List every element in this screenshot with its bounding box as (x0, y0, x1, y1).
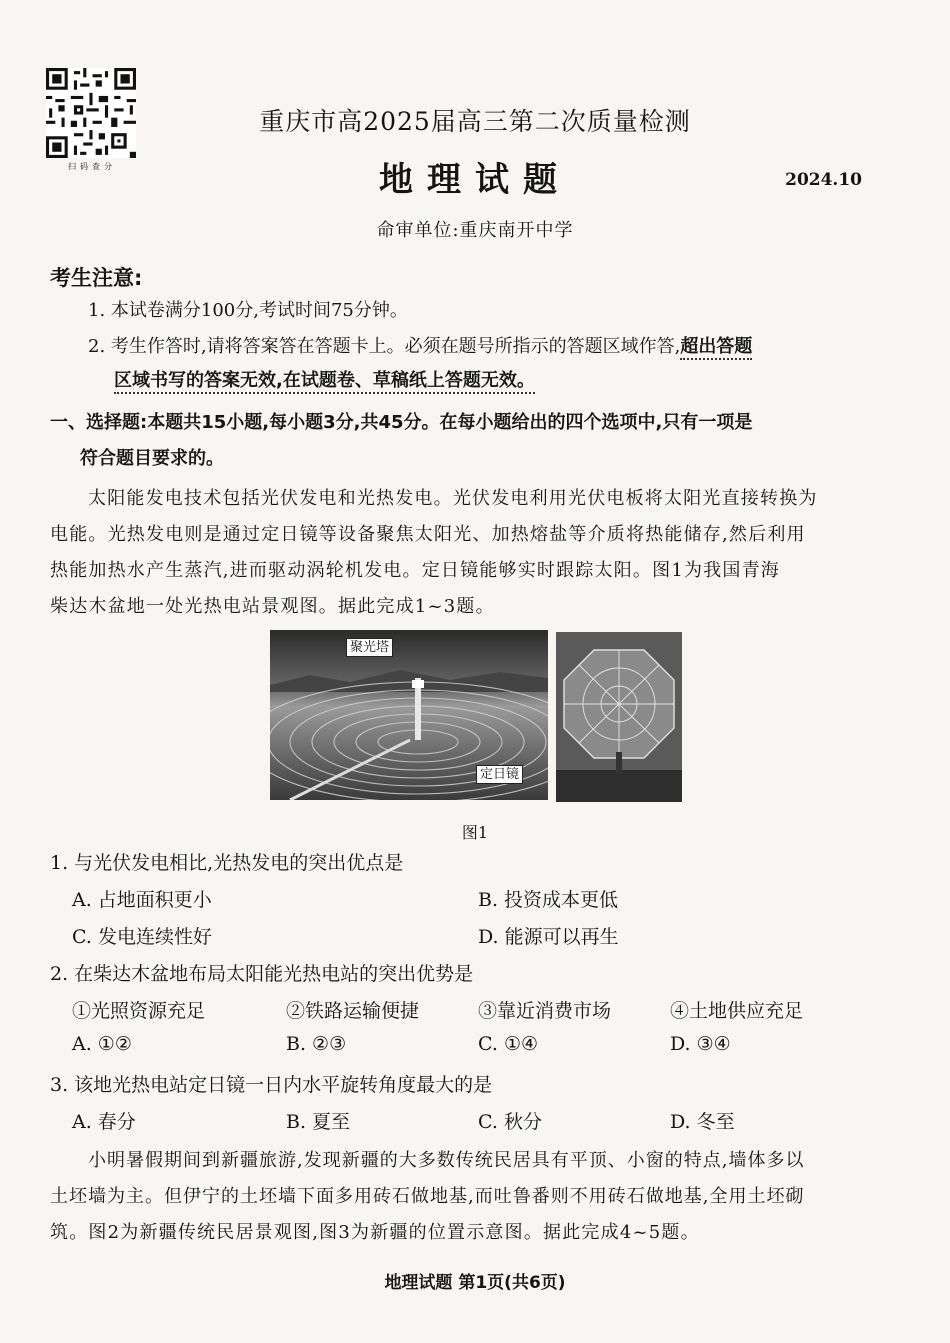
solar-station-photo (270, 630, 548, 800)
question-3-option-c: C. 秋分 (478, 1111, 542, 1133)
question-2-option-c: C. ①④ (478, 1033, 539, 1055)
passage-1-line: 电能。光热发电则是通过定日镜等设备聚焦太阳光、加热熔盐等介质将热能储存,然后利用 (50, 524, 806, 545)
question-2-option-d: D. ③④ (670, 1033, 731, 1055)
question-3-stem: 3. 该地光热电站定日镜一日内水平旋转角度最大的是 (50, 1074, 493, 1096)
passage-2-line: 土坯墙为主。但伊宁的土坯墙下面多用砖石做地基,而吐鲁番则不用砖石做地基,全用土坯砌 (50, 1186, 805, 1207)
figure-1-caption: 图1 (461, 823, 489, 842)
question-1-option-a: A. 占地面积更小 (72, 889, 212, 911)
exam-title: 重庆市高2025届高三第二次质量检测 (259, 107, 691, 136)
question-2-item-4: ④土地供应充足 (670, 1000, 804, 1022)
question-2-option-b: B. ②③ (286, 1033, 347, 1055)
tower-label: 聚光塔 (346, 638, 393, 657)
notice-item-2-cont-text: 区域书写的答案无效,在试题卷、草稿纸上答题无效。 (114, 370, 535, 394)
question-3-option-d: D. 冬至 (670, 1111, 735, 1133)
question-2-stem: 2. 在柴达木盆地布局太阳能光热电站的突出优势是 (50, 963, 474, 985)
heliostat-closeup-photo (556, 632, 682, 802)
notice-item-2-emphasis: 超出答题 (680, 336, 752, 360)
question-1-option-d: D. 能源可以再生 (478, 926, 619, 948)
section-1-heading: 一、选择题:本题共15小题,每小题3分,共45分。在每小题给出的四个选项中,只有一项是 (50, 412, 753, 433)
section-1-heading-cont: 符合题目要求的。 (80, 448, 224, 469)
question-2-item-2: ②铁路运输便捷 (286, 1000, 420, 1022)
passage-1-line: 柴达木盆地一处光热电站景观图。据此完成1~3题。 (50, 596, 495, 617)
question-2-item-3: ③靠近消费市场 (478, 1000, 612, 1022)
passage-2-line: 筑。图2为新疆传统民居景观图,图3为新疆的位置示意图。据此完成4~5题。 (50, 1222, 700, 1243)
mirror-label: 定日镜 (476, 765, 523, 784)
notice-item-2-text: 2. 考生作答时,请将答案答在答题卡上。必须在题号所指示的答题区域作答, (88, 336, 681, 357)
notice-title: 考生注意: (50, 266, 143, 290)
setter-line: 命审单位:重庆南开中学 (376, 220, 574, 241)
page-footer: 地理试题 第1页(共6页) (384, 1273, 566, 1293)
notice-item-2 (88, 334, 752, 360)
passage-1-line: 热能加热水产生蒸汽,进而驱动涡轮机发电。定日镜能够实时跟踪太阳。图1为我国青海 (50, 560, 780, 581)
question-2-item-1: ①光照资源充足 (72, 1000, 206, 1022)
heliostat-mirror-image (556, 632, 682, 802)
exam-date: 2024.10 (785, 170, 862, 190)
question-1-option-c: C. 发电连续性好 (72, 926, 212, 948)
subject-title: 地理试题 (379, 160, 571, 200)
question-3-option-a: A. 春分 (72, 1111, 136, 1133)
notice-item-2-continuation (114, 368, 535, 394)
question-2-option-a: A. ①② (72, 1033, 132, 1055)
question-1-option-b: B. 投资成本更低 (478, 889, 619, 911)
notice-item-1: 1. 本试卷满分100分,考试时间75分钟。 (88, 300, 408, 321)
question-1-stem: 1. 与光伏发电相比,光热发电的突出优点是 (50, 852, 404, 874)
question-3-option-b: B. 夏至 (286, 1111, 351, 1133)
passage-1-line: 太阳能发电技术包括光伏发电和光热发电。光伏发电利用光伏电板将太阳光直接转换为 (88, 488, 818, 509)
qr-caption: 扫码查分 (68, 162, 116, 171)
passage-2-line: 小明暑假期间到新疆旅游,发现新疆的大多数传统民居具有平顶、小窗的特点,墙体多以 (88, 1150, 805, 1171)
